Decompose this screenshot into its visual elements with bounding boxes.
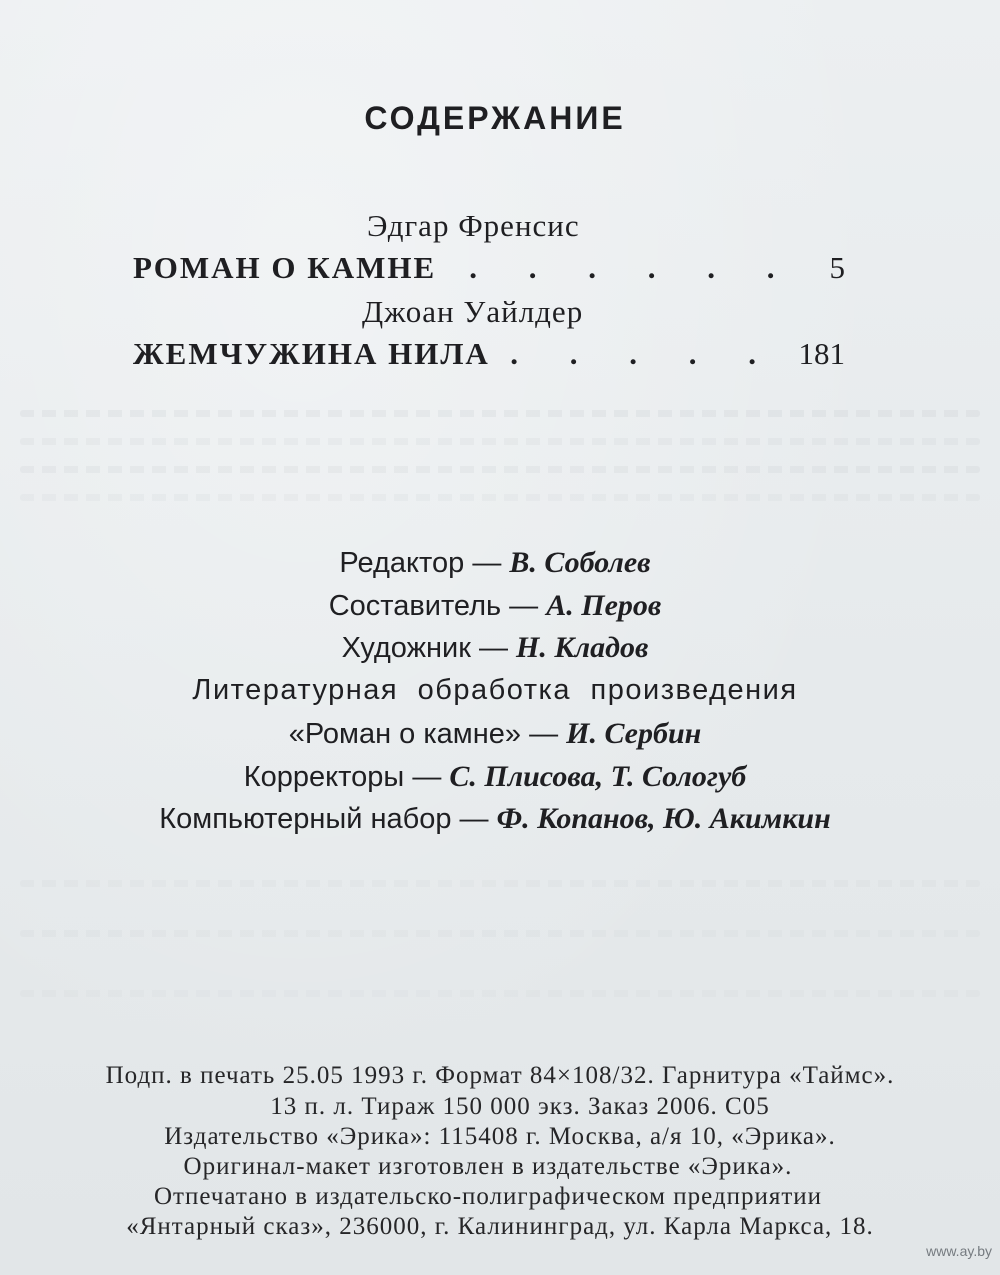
contents-entry <box>133 336 845 372</box>
credit-role: Литературная обработка произведения <box>192 674 798 706</box>
show-through-line <box>20 438 980 445</box>
credit-dash: — <box>509 590 539 622</box>
credit-dash: — <box>459 803 489 835</box>
credit-role: Редактор <box>339 547 465 579</box>
credit-name: А. Перов <box>546 589 662 622</box>
show-through-line <box>20 410 980 417</box>
imprint-line: 13 п. л. Тираж 150 000 экз. Заказ 2006. С05 <box>270 1093 770 1120</box>
credit-name: В. Соболев <box>509 546 651 579</box>
credit-dash: — <box>529 718 559 750</box>
show-through-line <box>20 930 980 937</box>
contents-entry <box>133 250 845 286</box>
credit-name: Ф. Копанов, Ю. Акимкин <box>496 802 831 835</box>
credit-dash: — <box>472 547 502 579</box>
credit-role: Компьютерный набор <box>159 803 452 835</box>
credit-line <box>0 802 990 836</box>
show-through-line <box>20 494 980 501</box>
imprint-line: Подп. в печать 25.05 1993 г. Формат 84×108/32. Гарнитура «Таймс». <box>105 1062 895 1089</box>
credit-line <box>0 674 990 707</box>
show-through-line <box>20 466 980 473</box>
imprint-line: Издательство «Эрика»: 115408 г. Москва, а/я 10, «Эрика». <box>164 1123 836 1150</box>
imprint-line: Отпечатано в издательско-полиграфическом предприятии <box>153 1183 823 1210</box>
page-number: 5 <box>829 250 845 285</box>
credit-role: «Роман о камне» <box>288 718 521 750</box>
credit-dash: — <box>412 761 442 793</box>
credit-role: Художник <box>341 632 471 664</box>
credit-line <box>0 760 990 794</box>
contents-author: Эдгар Френсис <box>367 208 580 243</box>
credit-role: Корректоры <box>243 761 405 793</box>
imprint-line: «Янтарный сказ», 236000, г. Калининград, ул. Карла Маркса, 18. <box>126 1213 874 1240</box>
credit-dash: — <box>478 632 508 664</box>
credit-name: Н. Кладов <box>516 631 649 664</box>
page-number: 181 <box>798 336 845 371</box>
credit-line <box>0 546 990 580</box>
imprint-line: Оригинал-макет изготовлен в издательстве «Эрика». <box>183 1153 793 1180</box>
credit-line <box>0 631 990 665</box>
credit-name: С. Плисова, Т. Сологуб <box>449 760 747 793</box>
contents-author: Джоан Уайлдер <box>362 294 584 329</box>
leader-dots: . . . . . . <box>469 250 797 285</box>
show-through-line <box>20 880 980 887</box>
credit-line <box>0 589 990 623</box>
contents-heading: СОДЕРЖАНИЕ <box>364 100 626 136</box>
leader-dots: . . . . . <box>510 336 779 371</box>
contents-title: ЖЕМЧУЖИНА НИЛА <box>133 336 490 371</box>
credit-role: Составитель <box>328 590 502 622</box>
credit-line <box>0 717 990 751</box>
contents-title: РОМАН О КАМНЕ <box>133 250 437 285</box>
show-through-line <box>20 990 980 997</box>
watermark: www.ay.by <box>926 1243 992 1259</box>
credit-name: И. Сербин <box>566 717 702 750</box>
